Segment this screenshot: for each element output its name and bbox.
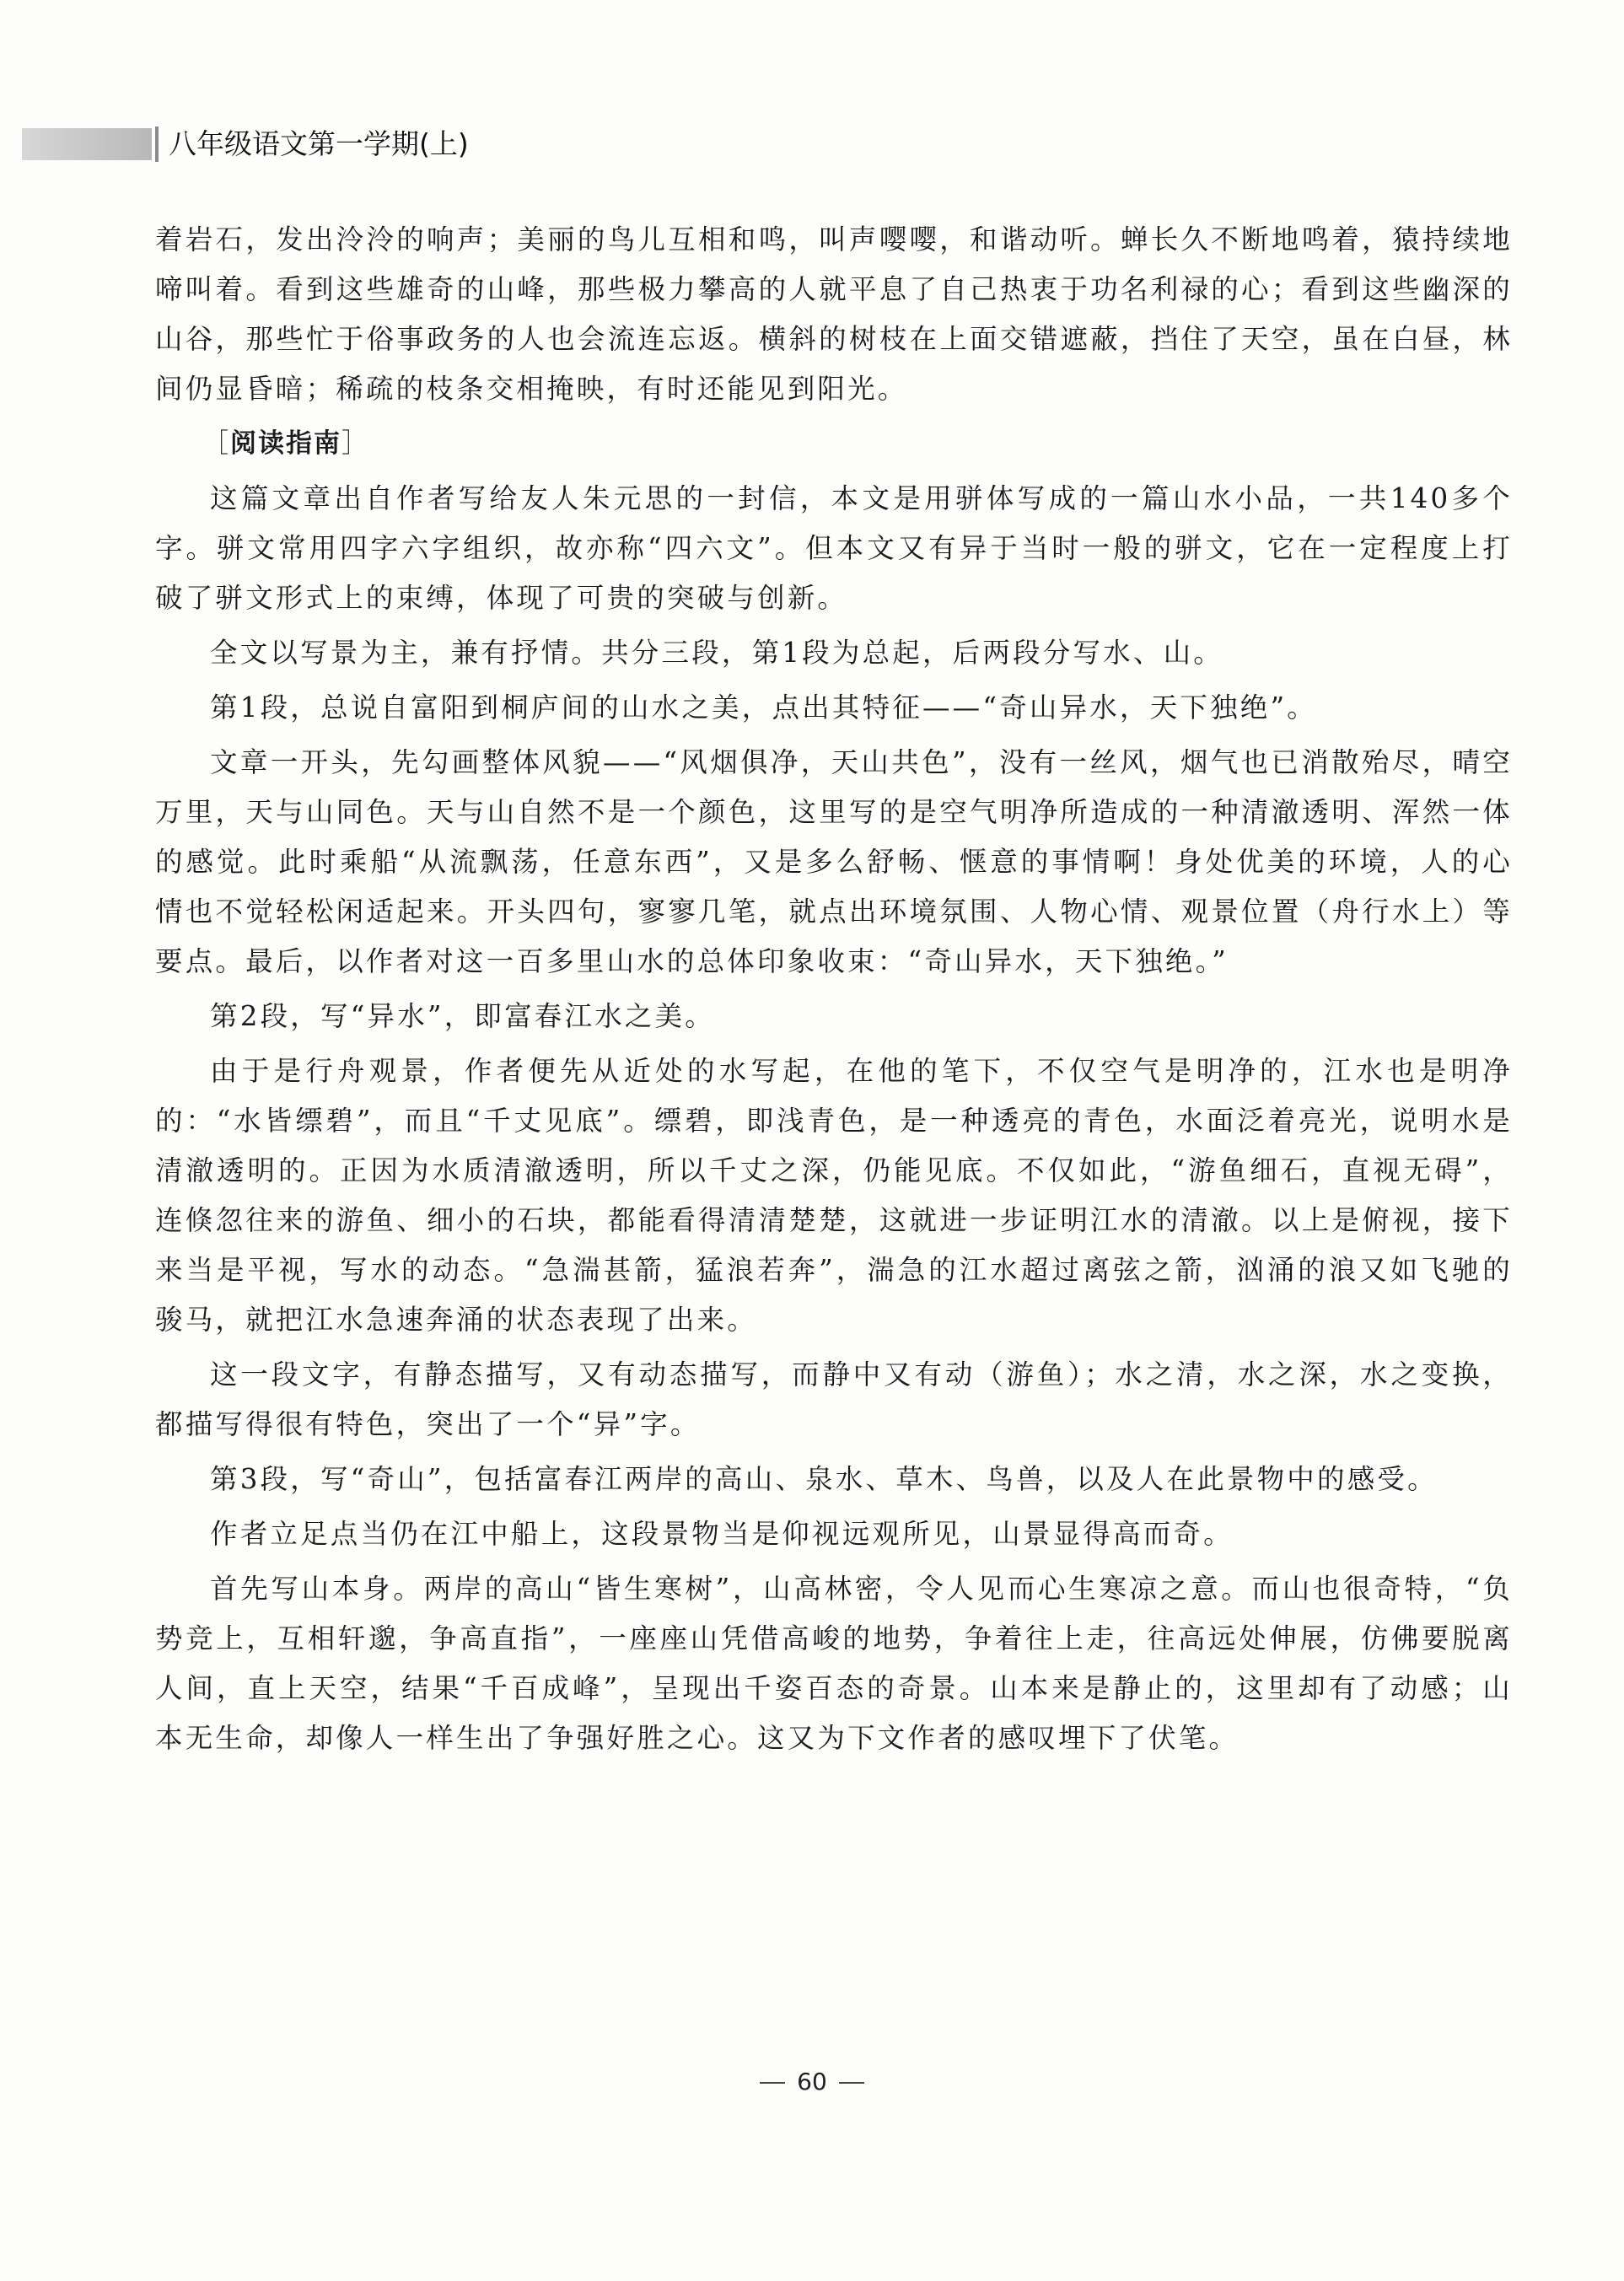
- header-title: 八年级语文第一学期(上): [169, 127, 469, 160]
- body-text: [155, 215, 1513, 1768]
- paragraph: 第2段，写“异水”，即富春江水之美。: [210, 1000, 716, 1032]
- running-header: [22, 126, 612, 162]
- header-divider: [155, 126, 159, 162]
- header-gray-bar: [22, 128, 152, 160]
- paragraph: 首先写山本身。两岸的高山“皆生寒树”，山高林密，令人见而心生寒凉之意。而山也很奇特，“负势竞上，互相轩邈，争高直指”，一座座山凭借高峻的地势，争着往上走，往高远处伸展，仿佛要脱离人间，直上天空，结果“千百成峰”，呈现出千姿百态的奇景。山本来是静止的，这里却有了动感；山本无生命，却像人一样生出了争强好胜之心。这又为下文作者的感叹埋下了伏笔。: [155, 1573, 1513, 1754]
- section-label: 阅读指南: [230, 428, 341, 459]
- page-number: [0, 2068, 1624, 2095]
- paragraph: 这一段文字，有静态描写，又有动态描写，而静中又有动（游鱼）；水之清，水之深，水之变换，都描写得很有特色，突出了一个“异”字。: [155, 1358, 1513, 1440]
- dash-right: [839, 2082, 864, 2084]
- dash-left: [760, 2082, 785, 2084]
- paragraph: 作者立足点当仍在江中船上，这段景物当是仰视远观所见，山景显得高而奇。: [210, 1518, 1234, 1550]
- paragraph: 文章一开头，先勾画整体风貌——“风烟俱净，天山共色”，没有一丝风，烟气也已消散殆尽，晴空万里，天与山同色。天与山自然不是一个颜色，这里写的是空气明净所造成的一种清澈透明、浑然一体的感觉。此时乘船“从流飘荡，任意东西”，又是多么舒畅、惬意的事情啊！身处优美的环境，人的心情也不觉轻松闲适起来。开头四句，寥寥几笔，就点出环境氛围、人物心情、观景位置（舟行水上）等要点。最后，以作者对这一百多里山水的总体印象收束：“奇山异水，天下独绝。”: [155, 746, 1513, 977]
- page-number-value: 60: [797, 2068, 827, 2095]
- continuation-paragraph: 着岩石，发出泠泠的响声；美丽的鸟儿互相和鸣，叫声嘤嘤，和谐动听。蝉长久不断地鸣着，猿持续地啼叫着。看到这些雄奇的山峰，那些极力攀高的人就平息了自己热衷于功名利禄的心；看到这些幽深的山谷，那些忙于俗事政务的人也会流连忘返。横斜的树枝在上面交错遮蔽，挡住了天空，虽在白昼，林间仍显昏暗；稀疏的枝条交相掩映，有时还能见到阳光。: [155, 223, 1513, 405]
- paragraph: 第3段，写“奇山”，包括富春江两岸的高山、泉水、草木、鸟兽，以及人在此景物中的感受。: [210, 1463, 1438, 1495]
- bracket-close: ］: [341, 428, 369, 459]
- paragraph: 这篇文章出自作者写给友人朱元思的一封信，本文是用骈体写成的一篇山水小品，一共140多个字。骈文常用四字六字组织，故亦称“四六文”。但本文又有异于当时一般的骈文，它在一定程度上打破了骈文形式上的束缚，体现了可贵的突破与创新。: [155, 482, 1513, 614]
- paragraph: 由于是行舟观景，作者便先从近处的水写起，在他的笔下，不仅空气是明净的，江水也是明净的：“水皆缥碧”，而且“千丈见底”。缥碧，即浅青色，是一种透亮的青色，水面泛着亮光，说明水是清澈透明的。正因为水质清澈透明，所以千丈之深，仍能见底。不仅如此，“游鱼细石，直视无碍”，连倏忽往来的游鱼、细小的石块，都能看得清清楚楚，这就进一步证明江水的清澈。以上是俯视，接下来当是平视，写水的动态。“急湍甚箭，猛浪若奔”，湍急的江水超过离弦之箭，汹涌的浪又如飞驰的骏马，就把江水急速奔涌的状态表现了出来。: [155, 1055, 1513, 1336]
- paragraph: 全文以写景为主，兼有抒情。共分三段，第1段为总起，后两段分写水、山。: [210, 637, 1223, 669]
- bracket-open: ［: [202, 428, 230, 459]
- section-heading: [155, 419, 1513, 469]
- paragraph: 第1段，总说自富阳到桐庐间的山水之美，点出其特征——“奇山异水，天下独绝”。: [210, 691, 1318, 724]
